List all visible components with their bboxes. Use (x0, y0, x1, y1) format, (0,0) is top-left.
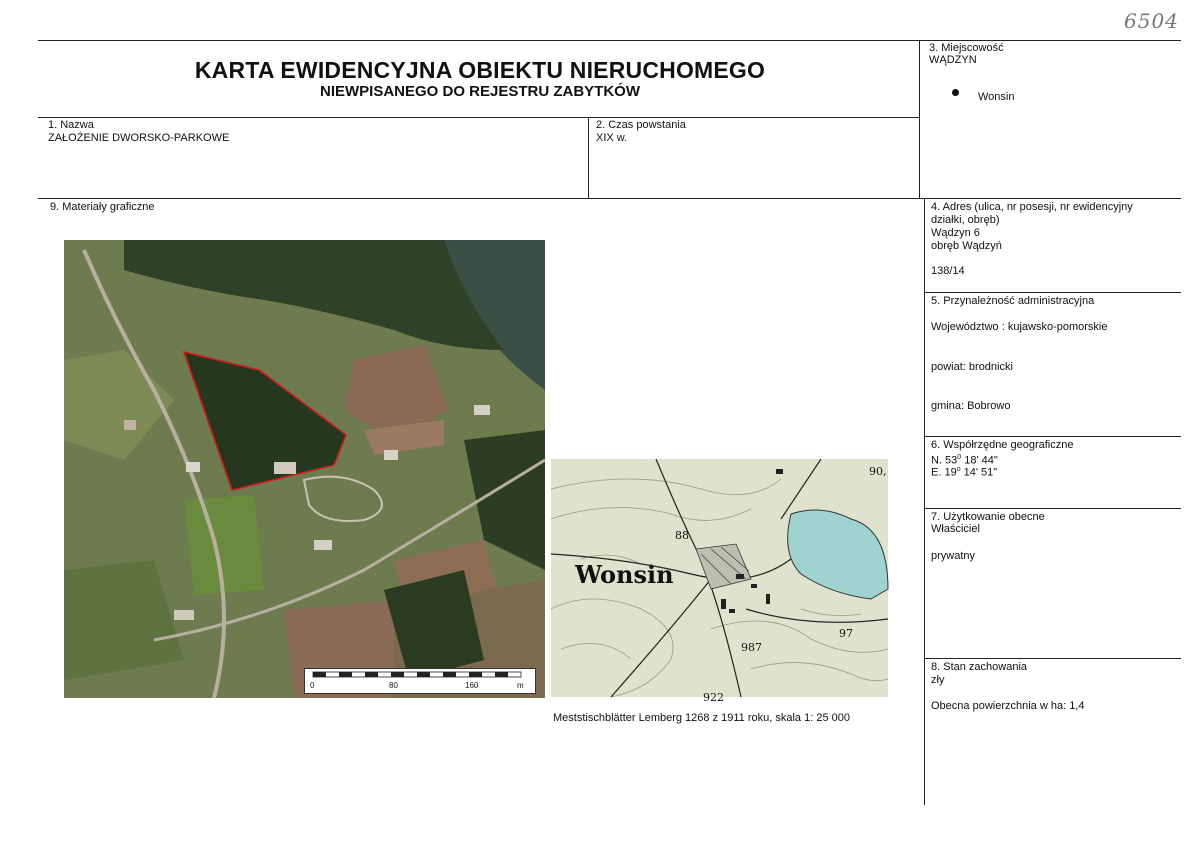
condition-value: zły (931, 674, 945, 686)
period-value: XIX w. (596, 132, 628, 144)
frame-top (38, 40, 1181, 41)
divider-admin (924, 292, 1181, 293)
period-label: 2. Czas powstania (596, 119, 686, 131)
coords-east (931, 464, 997, 479)
document-subtitle: NIEWPISANEGO DO REJESTRU ZABYTKÓW (319, 83, 641, 100)
coords-north-rest: 18' 44" (961, 454, 998, 467)
graphics-label: 9. Materiały graficzne (50, 201, 155, 213)
coords-east-rest: 14' 51" (960, 466, 998, 479)
scale-tick-80: 80 (389, 681, 398, 690)
usage-type: prywatny (931, 550, 976, 562)
scale-tick-0: 0 (310, 681, 315, 690)
divider-coords (924, 436, 1181, 437)
condition-label: 8. Stan zachowania (931, 661, 1028, 673)
coords-east-degree: o (956, 466, 961, 473)
locality-value: WĄDZYN (929, 54, 977, 66)
scale-tick-160: 160 (465, 681, 479, 690)
admin-county: powiat: brodnicki (931, 361, 1013, 373)
scale-bar (304, 668, 536, 694)
address-label-line2: działki, obręb) (931, 214, 1000, 226)
document-title: KARTA EWIDENCYJNA OBIEKTU NIERUCHOMEGO (194, 57, 766, 83)
usage-label: 7. Użytkowanie obecne (931, 511, 1045, 523)
locality-label: 3. Miejscowość (929, 42, 1004, 54)
admin-label: 5. Przynależność administracyjna (931, 295, 1095, 307)
map-place-name: Wonsin (575, 560, 674, 589)
condition-area: Obecna powierzchnia w ha: 1,4 (931, 700, 1085, 712)
name-label: 1. Nazwa (48, 119, 94, 131)
map-number-97: 97 (839, 627, 853, 640)
address-line2: obręb Wądzyń (931, 240, 1002, 252)
header-divider (38, 117, 919, 118)
admin-voivodeship: Województwo : kujawsko-pomorskie (931, 321, 1108, 333)
handwritten-doc-number: 6504 (1124, 9, 1179, 33)
bullet-icon (952, 89, 959, 96)
coords-label: 6. Współrzędne geograficzne (931, 439, 1074, 451)
map-number-922: 922 (703, 691, 724, 704)
name-value: ZAŁOŻENIE DWORSKO-PARKOWE (48, 132, 230, 144)
address-line1: Wądzyn 6 (931, 227, 980, 239)
section-divider (38, 198, 1181, 199)
map-caption: Meststischblätter Lemberg 1268 z 1911 roku, skala 1: 25 000 (553, 712, 850, 724)
map-number-88: 88 (675, 529, 689, 542)
coords-north-degree: 0 (957, 454, 962, 461)
historic-map (551, 459, 888, 704)
coords-east-prefix: E. 19 (931, 466, 957, 479)
divider-usage (924, 508, 1181, 509)
aerial-photo (64, 240, 545, 698)
admin-commune: gmina: Bobrowo (931, 400, 1011, 412)
name-period-divider (588, 117, 589, 198)
scale-tick-unit: m (517, 681, 524, 690)
map-number-987: 987 (741, 641, 762, 654)
coords-north-prefix: N. 53 (931, 454, 958, 467)
usage-owner: Właściciel (931, 523, 980, 535)
locality-bullet-item: Wonsin (978, 91, 1015, 103)
divider-condition (924, 658, 1181, 659)
map-number-90: 90, (869, 465, 887, 478)
right-column-border (924, 198, 925, 805)
address-label-line1: 4. Adres (ulica, nr posesji, nr ewidencyjny (931, 201, 1133, 213)
parcel-number: 138/14 (931, 265, 965, 277)
